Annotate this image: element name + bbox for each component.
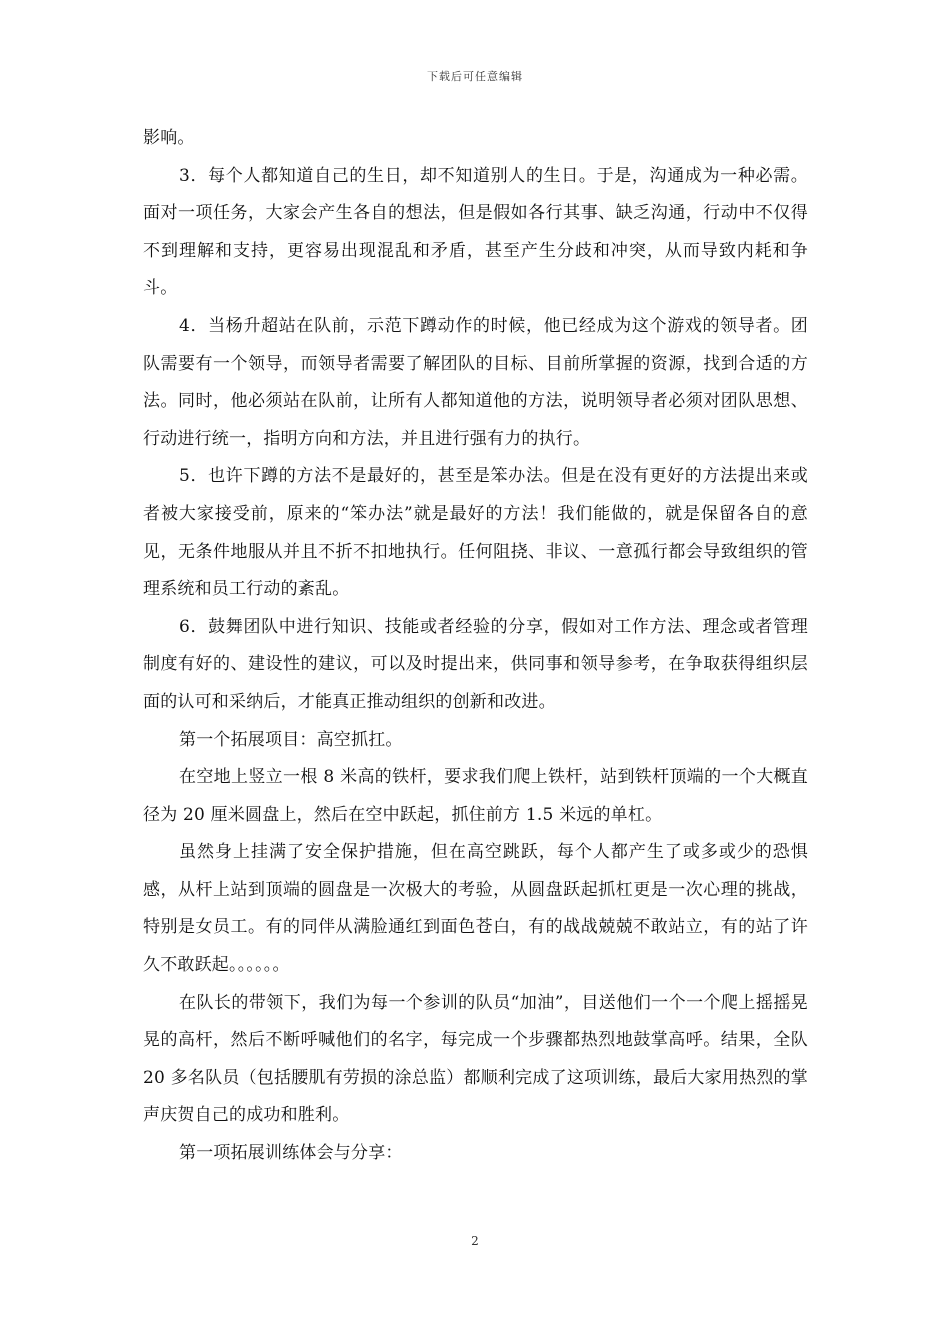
section-heading-first-project: 第一个拓展项目：高空抓扛。 <box>179 729 403 750</box>
section-heading-reflection: 第一项拓展训练体会与分享： <box>179 1143 403 1164</box>
paragraph-point-4: 4．当杨升超站在队前，示范下蹲动作的时候，他已经成为这个游戏的领导者。团队需要有一个领导，而领导者需要了解团队的目标、目前所掌握的资源，找到合适的方法。同时，他必须站在队前，让所有人都知道他的方法，说明领导者必须对团队思想、行动进行统一，指明方向和方法，并且进行强有力的执行。 <box>143 315 808 449</box>
paragraph-continuation: 影响。 <box>143 128 195 148</box>
paragraph-point-3: 3．每个人都知道自己的生日，却不知道别人的生日。于是，沟通成为一种必需。面对一项任务，大家会产生各自的想法，但是假如各行其事、缺乏沟通，行动中不仅得不到理解和支持，更容易出现混乱和矛盾，甚至产生分歧和冲突，从而导致内耗和争斗。 <box>143 165 808 299</box>
paragraph-point-5: 5．也许下蹲的方法不是最好的，甚至是笨办法。但是在没有更好的方法提出来或者被大家接受前，原来的“笨办法”就是最好的方法！我们能做的，就是保留各自的意见，无条件地服从并且不折不扣地执行。任何阻挠、非议、一意孤行都会导致组织的管理系统和员工行动的紊乱。 <box>143 466 808 600</box>
page-number: 2 <box>471 1234 479 1248</box>
paragraph-fear: 虽然身上挂满了安全保护措施，但在高空跳跃，每个人都产生了或多或少的恐惧感，从杆上站到顶端的圆盘是一次极大的考验，从圆盘跃起抓杠更是一次心理的挑战，特别是女员工。有的同伴从满脸通红到面色苍白，有的战战兢兢不敢站立，有的站了许久不敢跃起。。。。。。 <box>143 842 808 976</box>
paragraph-point-6: 6．鼓舞团队中进行知识、技能或者经验的分享，假如对工作方法、理念或者管理制度有好的、建设性的建议，可以及时提出来，供同事和领导参考，在争取获得组织层面的认可和采纳后，才能真正推动组织的创新和改进。 <box>143 616 808 712</box>
paragraph-teamwork: 在队长的带领下，我们为每一个参训的队员“加油”，目送他们一个一个爬上摇摇晃晃的高杆，然后不断呼喊他们的名字，每完成一个步骤都热烈地鼓掌高呼。结果，全队 20 多名队员（包括腰肌有劳损的涂总监）都顺利完成了这项训练，最后大家用热烈的掌声庆贺自己的成功和胜利。 <box>143 992 808 1126</box>
page-header: 下载后可任意编辑 <box>427 70 523 83</box>
paragraph-project-description: 在空地上竖立一根 8 米高的铁杆，要求我们爬上铁杆，站到铁杆顶端的一个大概直径为 20 厘米圆盘上，然后在空中跃起，抓住前方 1.5 米远的单杠。 <box>143 767 808 825</box>
document-body <box>143 120 808 1173</box>
